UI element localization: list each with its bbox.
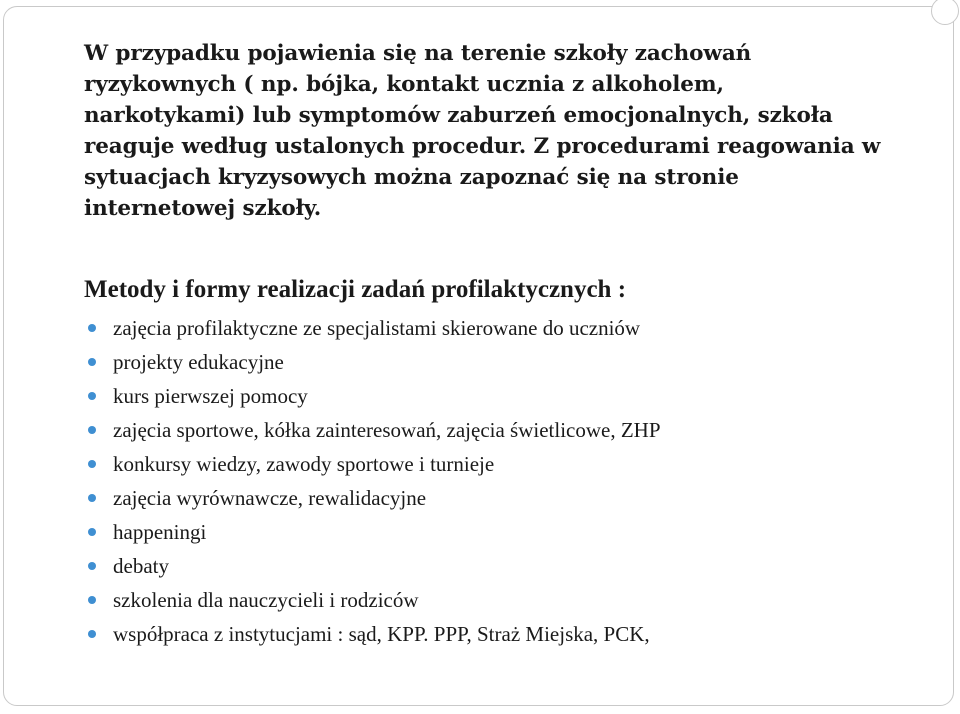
list-item: współpraca z instytucjami : sąd, KPP. PPP, Straż Miejska, PCK, — [84, 617, 661, 651]
list-item: projekty edukacyjne — [84, 345, 661, 379]
list-item: kurs pierwszej pomocy — [84, 379, 661, 413]
list-item: zajęcia sportowe, kółka zainteresowań, zajęcia świetlicowe, ZHP — [84, 413, 661, 447]
corner-circle-decoration — [931, 0, 959, 25]
list-item: zajęcia profilaktyczne ze specjalistami skierowane do uczniów — [84, 311, 661, 345]
methods-list — [84, 311, 661, 651]
list-item: debaty — [84, 549, 661, 583]
list-item: happeningi — [84, 515, 661, 549]
list-item: konkursy wiedzy, zawody sportowe i turnieje — [84, 447, 661, 481]
methods-heading: Metody i formy realizacji zadań profilaktycznych : — [84, 276, 627, 303]
list-item: zajęcia wyrównawcze, rewalidacyjne — [84, 481, 661, 515]
list-item: szkolenia dla nauczycieli i rodziców — [84, 583, 661, 617]
intro-paragraph: W przypadku pojawienia się na terenie szkoły zachowań ryzykownych ( np. bójka, kontakt ucznia z alkoholem, narkotykami) lub symptomów zaburzeń emocjonalnych, szkoła reaguje według ustalonych procedur. Z procedurami reagowania w sytuacjach kryzysowych można zapoznać się na stronie internetowej szkoły. — [84, 41, 881, 221]
